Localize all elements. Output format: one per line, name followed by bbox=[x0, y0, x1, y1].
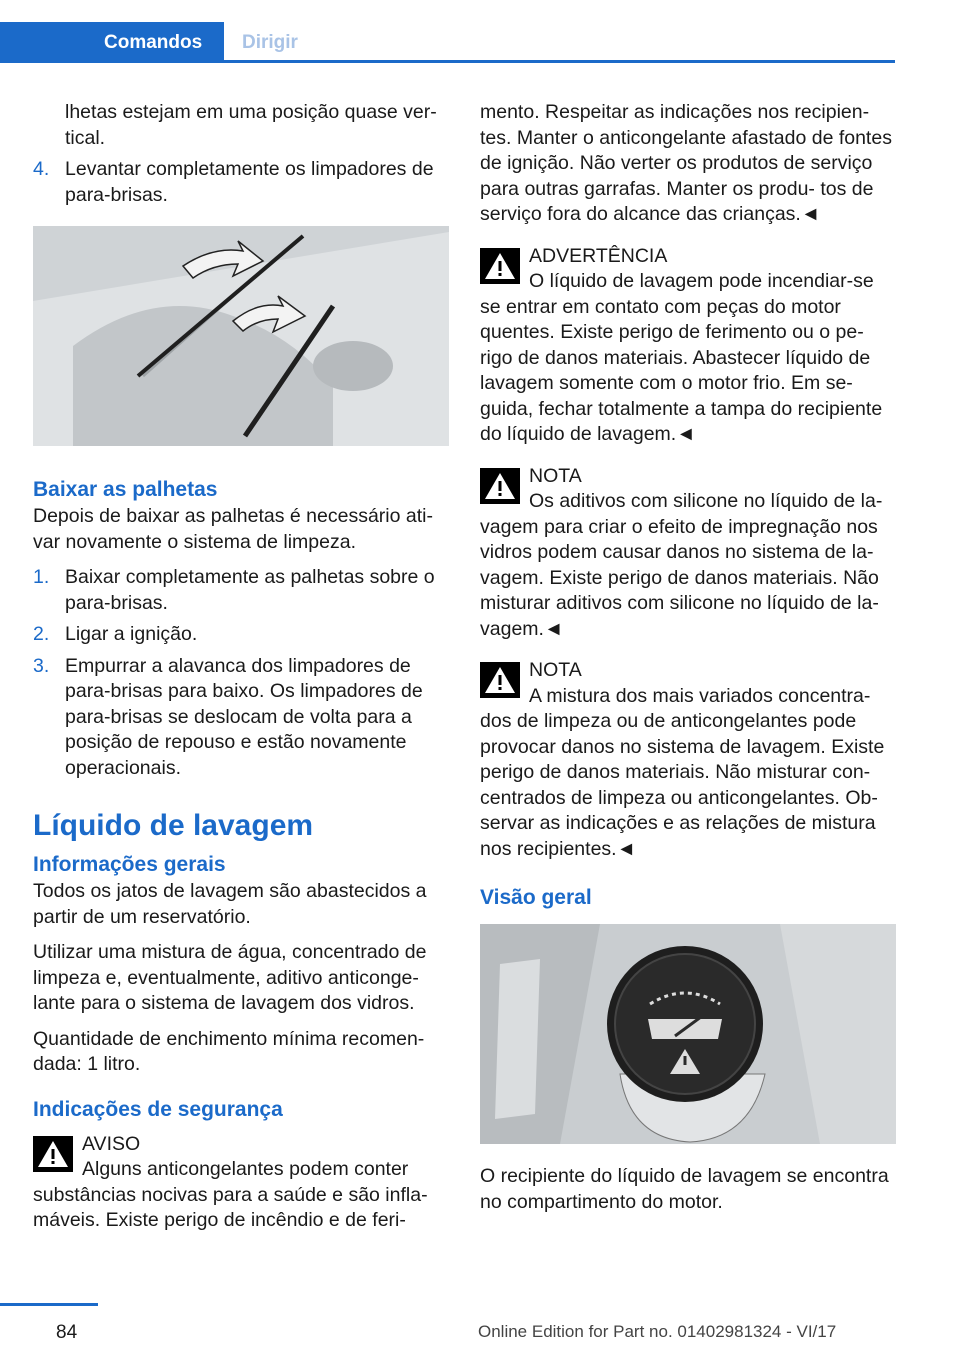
right-column bbox=[480, 100, 896, 1225]
warning-triangle-icon bbox=[33, 1136, 73, 1172]
paragraph: Utilizar uma mistura de água, concentrado de limpeza e, eventualmente, aditivo anticonge- lante para o sistema de lavagem dos vidros. bbox=[33, 941, 427, 1014]
warning-triangle-icon bbox=[480, 662, 520, 698]
warning-triangle-icon bbox=[480, 248, 520, 284]
tab-dirigir[interactable]: Dirigir bbox=[242, 32, 298, 53]
warning-text: O líquido de lavagem pode incendiar-se bbox=[529, 270, 874, 292]
warning-text: dos de limpeza ou de anticongelantes pode provocar danos no sistema de lavagem. Existe perigo de danos materiais. Não misturar con- centrados de limpeza ou anticongelantes. Ob- servar as indicações e as relações de mistura nos recipientes.◄ bbox=[480, 710, 885, 860]
paragraph: Depois de baixar as palhetas é necessário ati- var novamente o sistema de limpeza. bbox=[33, 505, 433, 553]
warning-block bbox=[480, 244, 896, 448]
warning-text: vagem para criar o efeito de impregnação nos vidros podem causar danos no sistema de la- vagem. Existe perigo de danos materiais. Não misturar aditivos com silicone no líquido de la- vagem.◄ bbox=[480, 515, 879, 640]
warning-label: AVISO bbox=[82, 1132, 141, 1155]
warning-text: se entrar em contato com peças do motor quentes. Existe perigo de ferimento ou o pe- rigo de danos materiais. Abastecer líquido de lavagem somente com o motor frio. Em se- guida, fechar totalmente a tampa do recipiente do líquido de lavagem.◄ bbox=[480, 295, 883, 445]
warning-label: ADVERTÊNCIA bbox=[529, 244, 668, 267]
warning-block bbox=[33, 1132, 449, 1234]
paragraph: Quantidade de enchimento mínima recomen- dada: 1 litro. bbox=[33, 1027, 425, 1075]
edition-footer: Online Edition for Part no. 01402981324 - VI/17 bbox=[478, 1322, 837, 1341]
list-item: 1. Baixar completamente as palhetas sobre o para-brisas. bbox=[33, 566, 435, 614]
image-caption: O recipiente do líquido de lavagem se encontra no compartimento do motor. bbox=[480, 1165, 889, 1213]
chapter-heading: Líquido de lavagem bbox=[33, 809, 314, 842]
warning-text: A mistura dos mais variados concentra- bbox=[529, 684, 871, 707]
section-heading-seguranca: Indicações de segurança bbox=[33, 1097, 283, 1121]
warning-text: Alguns anticongelantes podem conter bbox=[82, 1158, 409, 1180]
section-heading-informacoes: Informações gerais bbox=[33, 853, 226, 876]
warning-label: NOTA bbox=[529, 464, 582, 487]
warning-block bbox=[480, 658, 896, 862]
tab-comandos[interactable]: Comandos bbox=[0, 22, 224, 62]
list-item: 2. Ligar a ignição. bbox=[33, 623, 198, 645]
continued-text: lhetas estejam em uma posição quase ver- tical. bbox=[65, 101, 437, 149]
section-heading-baixar: Baixar as palhetas bbox=[33, 478, 218, 501]
windshield-wipers-illustration bbox=[33, 226, 449, 446]
washer-reservoir-illustration bbox=[480, 924, 896, 1144]
header-rule bbox=[0, 60, 895, 63]
list-item: 4. Levantar completamente os limpadores de para-brisas. bbox=[33, 158, 434, 206]
continued-text: mento. Respeitar as indicações nos recipien- tes. Manter o anticongelante afastado de fontes de ignição. Não verter os produtos de serviço para outras garrafas. Manter os produ- tos de serviço fora do alcance das crianças.◄ bbox=[480, 101, 892, 225]
warning-block bbox=[480, 464, 896, 643]
footer-rule bbox=[0, 1303, 98, 1306]
left-column bbox=[33, 100, 449, 1244]
reservoir-cap-illustration bbox=[480, 924, 896, 1144]
paragraph: Todos os jatos de lavagem são abastecidos a partir de um reservatório. bbox=[33, 880, 427, 928]
warning-triangle-icon bbox=[480, 468, 520, 504]
warning-label: NOTA bbox=[529, 659, 582, 681]
wiper-raise-illustration bbox=[33, 226, 449, 446]
page-number: 84 bbox=[56, 1322, 78, 1343]
warning-text: substâncias nocivas para a saúde e são infla- máveis. Existe perigo de incêndio e de feri- bbox=[33, 1183, 428, 1231]
section-heading-visao-geral: Visão geral bbox=[480, 886, 592, 909]
list-item: 3. Empurrar a alavanca dos limpadores de para-brisas para baixo. Os limpadores de para-brisas se deslocam de volta para a posição de repouso e estão novamente operacionais. bbox=[33, 654, 423, 779]
warning-text: Os aditivos com silicone no líquido de la- bbox=[529, 490, 883, 512]
